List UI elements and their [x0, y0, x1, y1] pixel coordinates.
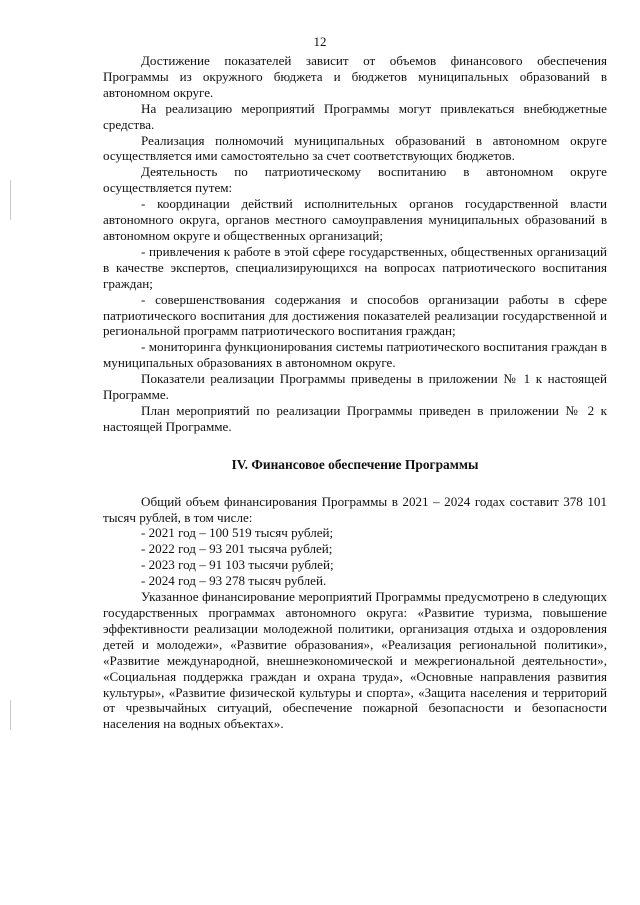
- paragraph-municipal-powers: Реализация полномочий муниципальных образований в автономном округе осуществляется ими самостоятельно за счет соответствующих бюджетов.: [103, 132, 607, 164]
- list-item-coordination: - координации действий исполнительных органов государственной власти автономного округа, органов местного самоуправления муниципальных образований в автономном округе и общественных организаций;: [103, 196, 607, 243]
- paragraph-action-plan: План мероприятий по реализации Программы приведен в приложении № 2 к настоящей Программе.: [103, 402, 607, 434]
- paragraph-state-programs: Указанное финансирование мероприятий Программы предусмотрено в следующих государственных программах автономного округа: «Развитие туризма, повышение эффективности реализации молодежной политики, организация отдыха и оздоровления детей и молодежи», «Развитие образования», «Реализация региональной политики», «Развитие международной, внешнеэкономической и межрегиональной деятельности», «Социальная поддержка граждан и охрана труда», «Основные направления развития культуры», «Развитие физической культуры и спорта», «Защита населения и территорий от чрезвычайных ситуаций, обеспечение пожарной безопасности и безопасности населения на водных объектах».: [103, 589, 607, 732]
- list-item-improvement: - совершенствования содержания и способов организации работы в сфере патриотического воспитания для достижения показателей реализации государственной и региональной программ патриотического воспитания граждан;: [103, 291, 607, 339]
- list-item-engagement: - привлечения к работе в этой сфере государственных, общественных организаций в качестве экспертов, специализирующихся на вопросах патриотического воспитания граждан;: [103, 243, 607, 291]
- scan-margin-mark: [10, 700, 11, 730]
- document-body: [103, 53, 607, 732]
- list-item-monitoring: - мониторинга функционирования системы патриотического воспитания граждан в муниципальных образованиях в автономном округе.: [103, 339, 607, 371]
- paragraph-funding-dependency: Достижение показателей зависит от объемов финансового обеспечения Программы из окружного бюджета и бюджетов муниципальных образований в автономном округе.: [103, 53, 607, 100]
- funding-year-item: - 2021 год – 100 519 тысяч рублей;: [141, 525, 334, 541]
- paragraph-activity-intro: Деятельность по патриотическому воспитанию в автономном округе осуществляется путем:: [103, 164, 607, 196]
- paragraph-funding-total: Общий объем финансирования Программы в 2021 – 2024 годах составит 378 101 тысяч рублей, в том числе:: [103, 493, 607, 525]
- section-heading: IV. Финансовое обеспечение Программы: [231, 456, 479, 472]
- funding-year-item: - 2022 год – 93 201 тысяча рублей;: [141, 541, 333, 557]
- paragraph-extrabudgetary: На реализацию мероприятий Программы могут привлекаться внебюджетные средства.: [103, 100, 607, 132]
- page-number: 12: [313, 34, 327, 49]
- funding-year-item: - 2023 год – 91 103 тысячи рублей;: [141, 557, 334, 573]
- funding-year-item: - 2024 год – 93 278 тысяч рублей.: [141, 573, 327, 589]
- scan-margin-mark: [10, 180, 11, 220]
- paragraph-indicators: Показатели реализации Программы приведены в приложении № 1 к настоящей Программе.: [103, 371, 607, 403]
